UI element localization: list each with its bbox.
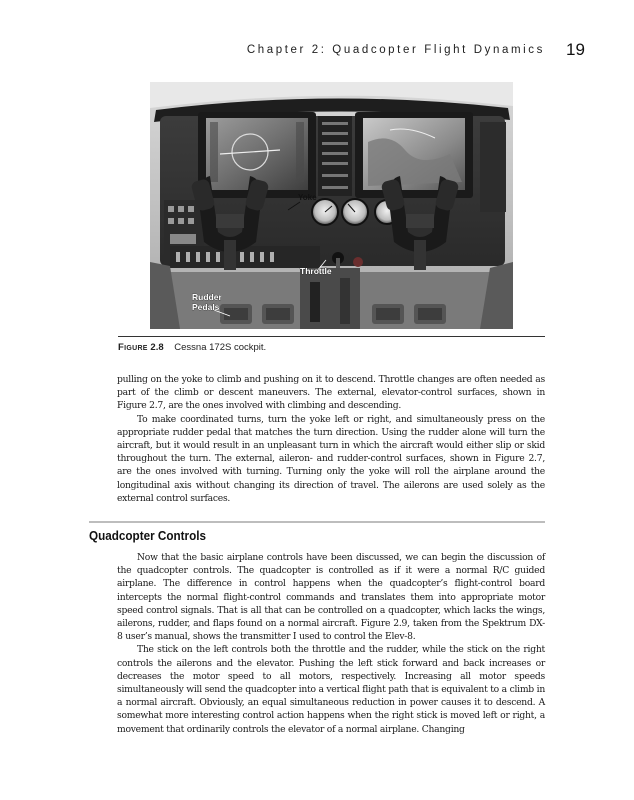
figure-caption-rule (118, 336, 545, 337)
paragraph: The stick on the left controls both the throttle and the rudder, while the stick on the right controls the ailerons and the elevator. Pushing the left stick forward and back increases or decreases the motor speed to all motors, respectively. Increasing all motor speeds simultaneously will send the quadcopter into a vertical flight path that is equivalent to a climb in a normal aircraft. Obviously, an equal simultaneous reduction in power causes it to descend. A somewhat more interesting control action happens when the right stick is moved left or right, a movement that ordinarily controls the elevator of a normal airplane. Changing (117, 644, 545, 735)
yoke-label: Yoke (298, 193, 317, 202)
body-text-after-heading (117, 551, 545, 736)
page-number: 19 (566, 40, 585, 59)
paragraph: Now that the basic airplane controls have been discussed, we can begin the discussion of the quadcopter controls. The quadcopter is controlled as if it were a normal R/C guided airplane. The difference in control happens when the quadcopter’s flight-control board intercepts the normal flight-control commands and translates them into appropriate motor speed control signals. That is all that can be controlled on a quadcopter, which lacks the wings, ailerons, rudder, and flaps found on a normal aircraft. Figure 2.9, taken from the Spektrum DX-8 user’s manual, shows the transmitter I used to control the Elev-8. (117, 552, 545, 643)
body-text-before-heading (117, 373, 545, 505)
caption-label: Figure (118, 342, 148, 353)
running-head: Chapter 2: Quadcopter Flight Dynamics (246, 44, 545, 56)
cockpit-photo (150, 82, 513, 329)
rudder-label-line1: Rudder (192, 292, 222, 302)
section-rule (89, 521, 545, 523)
throttle-label: Throttle (300, 266, 332, 276)
paragraph: pulling on the yoke to climb and pushing on it to descend. Throttle changes are often needed as part of the climb or descent maneuvers. The external, elevator-control surfaces, shown in Figure 2.7, are the ones involved with climbing and descending. (117, 374, 545, 412)
rudder-label-line2: Pedals (192, 302, 220, 312)
cockpit-figure (150, 82, 513, 329)
figure-caption (118, 342, 266, 353)
caption-number: 2.8 (150, 342, 164, 353)
section-heading: Quadcopter Controls (89, 528, 207, 543)
caption-text: Cessna 172S cockpit. (174, 342, 267, 353)
paragraph: To make coordinated turns, turn the yoke left or right, and simultaneously press on the appropriate rudder pedal that matches the turn direction. Using the rudder alone will turn the aircraft, but it would result in an unpleasant turn in which the aircraft would either slip or skid throughout the turn. The external, aileron- and rudder-control surfaces, shown in Figure 2.7, are the ones involved with turning. Turning only the yoke will roll the airplane around the longitudinal axis without changing its direction of travel. The ailerons are used solely as the external control surfaces. (117, 413, 545, 504)
